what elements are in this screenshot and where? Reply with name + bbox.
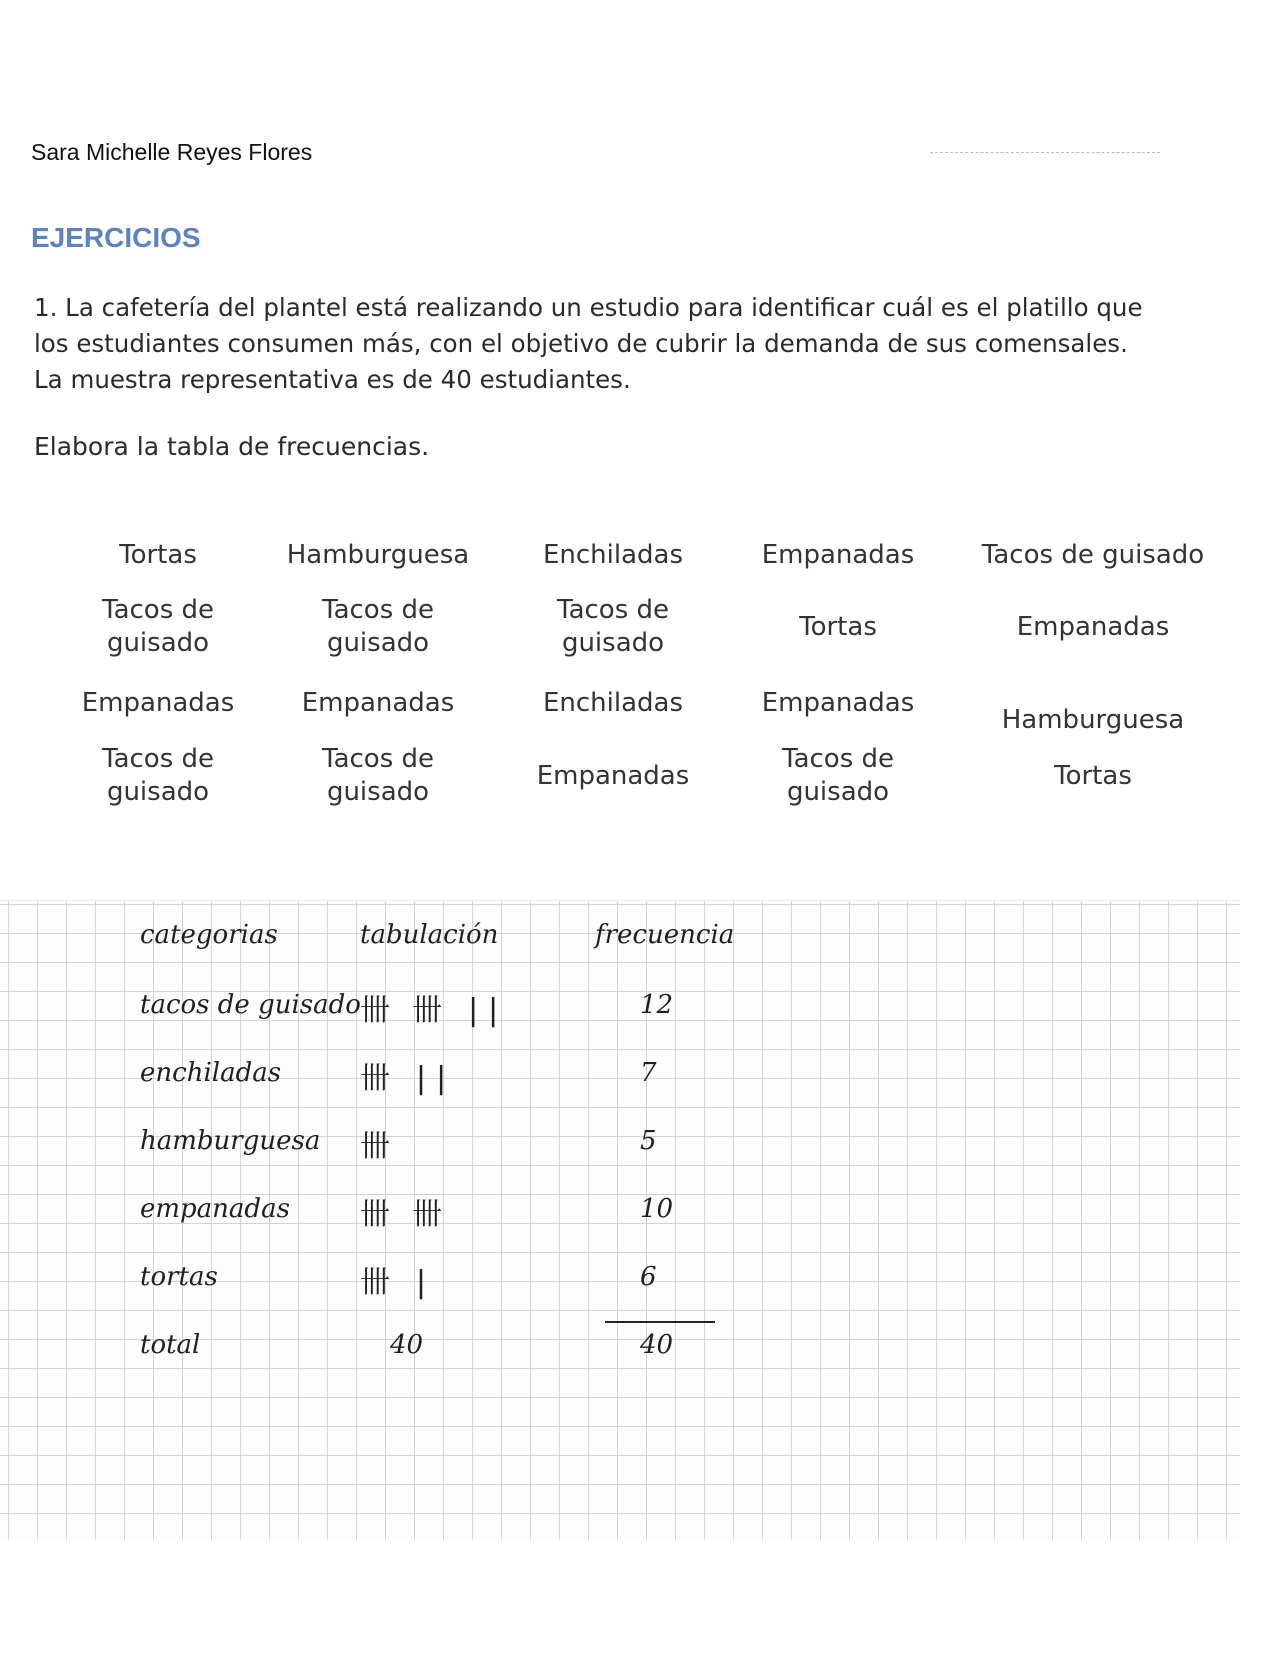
food-item: Tacos de guisado bbox=[101, 595, 215, 658]
food-item: Tortas bbox=[119, 539, 197, 570]
row-category: tacos de guisado bbox=[140, 990, 361, 1020]
author-name: Sara Michelle Reyes Flores bbox=[31, 139, 313, 165]
row-tally: 卌 卌 || bbox=[360, 993, 505, 1028]
problem-statement bbox=[34, 290, 1264, 398]
header-frecuencia: frecuencia bbox=[595, 920, 735, 950]
food-item: Tortas bbox=[1054, 760, 1132, 791]
food-item: Empanadas bbox=[761, 539, 915, 570]
total-frequency: 40 bbox=[640, 1330, 674, 1360]
row-tally: 卌 bbox=[360, 1129, 392, 1164]
food-responses-grid bbox=[58, 525, 1238, 815]
row-category: empanadas bbox=[140, 1194, 290, 1224]
total-label: total bbox=[140, 1330, 201, 1360]
row-tally: 卌 || bbox=[360, 1061, 453, 1096]
food-item: Empanadas bbox=[301, 687, 455, 718]
row-category: hamburguesa bbox=[140, 1126, 321, 1156]
header-categorias: categorias bbox=[140, 920, 278, 950]
food-item: Tortas bbox=[799, 611, 877, 642]
food-item: Empanadas bbox=[1016, 611, 1170, 642]
row-frequency: 6 bbox=[640, 1262, 657, 1292]
problem-line: La muestra representativa es de 40 estudiantes. bbox=[34, 365, 631, 394]
food-item: Hamburguesa bbox=[1001, 705, 1185, 735]
sum-rule bbox=[605, 1321, 715, 1323]
row-frequency: 12 bbox=[640, 990, 674, 1020]
sheet-edge bbox=[0, 900, 1240, 901]
row-tally: 卌 | bbox=[360, 1265, 433, 1300]
total-tally: 40 bbox=[390, 1330, 424, 1360]
row-category: enchiladas bbox=[140, 1058, 282, 1088]
row-frequency: 5 bbox=[640, 1126, 657, 1156]
food-item: Tacos de guisado bbox=[981, 539, 1205, 570]
food-item: Empanadas bbox=[761, 687, 915, 718]
row-category: tortas bbox=[140, 1262, 218, 1292]
header-tabulacion: tabulación bbox=[360, 920, 499, 950]
food-item: Tacos de guisado bbox=[781, 744, 895, 807]
food-item: Hamburguesa bbox=[286, 539, 470, 570]
instruction-text: Elabora la tabla de frecuencias. bbox=[34, 432, 430, 461]
food-item: Tacos de guisado bbox=[321, 595, 435, 658]
row-frequency: 7 bbox=[640, 1058, 657, 1088]
food-item: Tacos de guisado bbox=[556, 595, 670, 658]
problem-line: los estudiantes consumen más, con el objetivo de cubrir la demanda de sus comensales. bbox=[34, 329, 1128, 358]
row-tally: 卌 卌 bbox=[360, 1197, 445, 1232]
signature-line bbox=[930, 152, 1160, 153]
food-item: Empanadas bbox=[81, 687, 235, 718]
food-item: Tacos de guisado bbox=[101, 744, 215, 807]
food-item: Enchiladas bbox=[542, 687, 684, 718]
food-item: Enchiladas bbox=[542, 539, 684, 570]
row-frequency: 10 bbox=[640, 1194, 674, 1224]
food-item: Tacos de guisado bbox=[321, 744, 435, 807]
food-item: Empanadas bbox=[536, 760, 690, 791]
section-heading: EJERCICIOS bbox=[31, 222, 201, 253]
problem-line: 1. La cafetería del plantel está realizando un estudio para identificar cuál es el platillo que bbox=[34, 293, 1143, 322]
